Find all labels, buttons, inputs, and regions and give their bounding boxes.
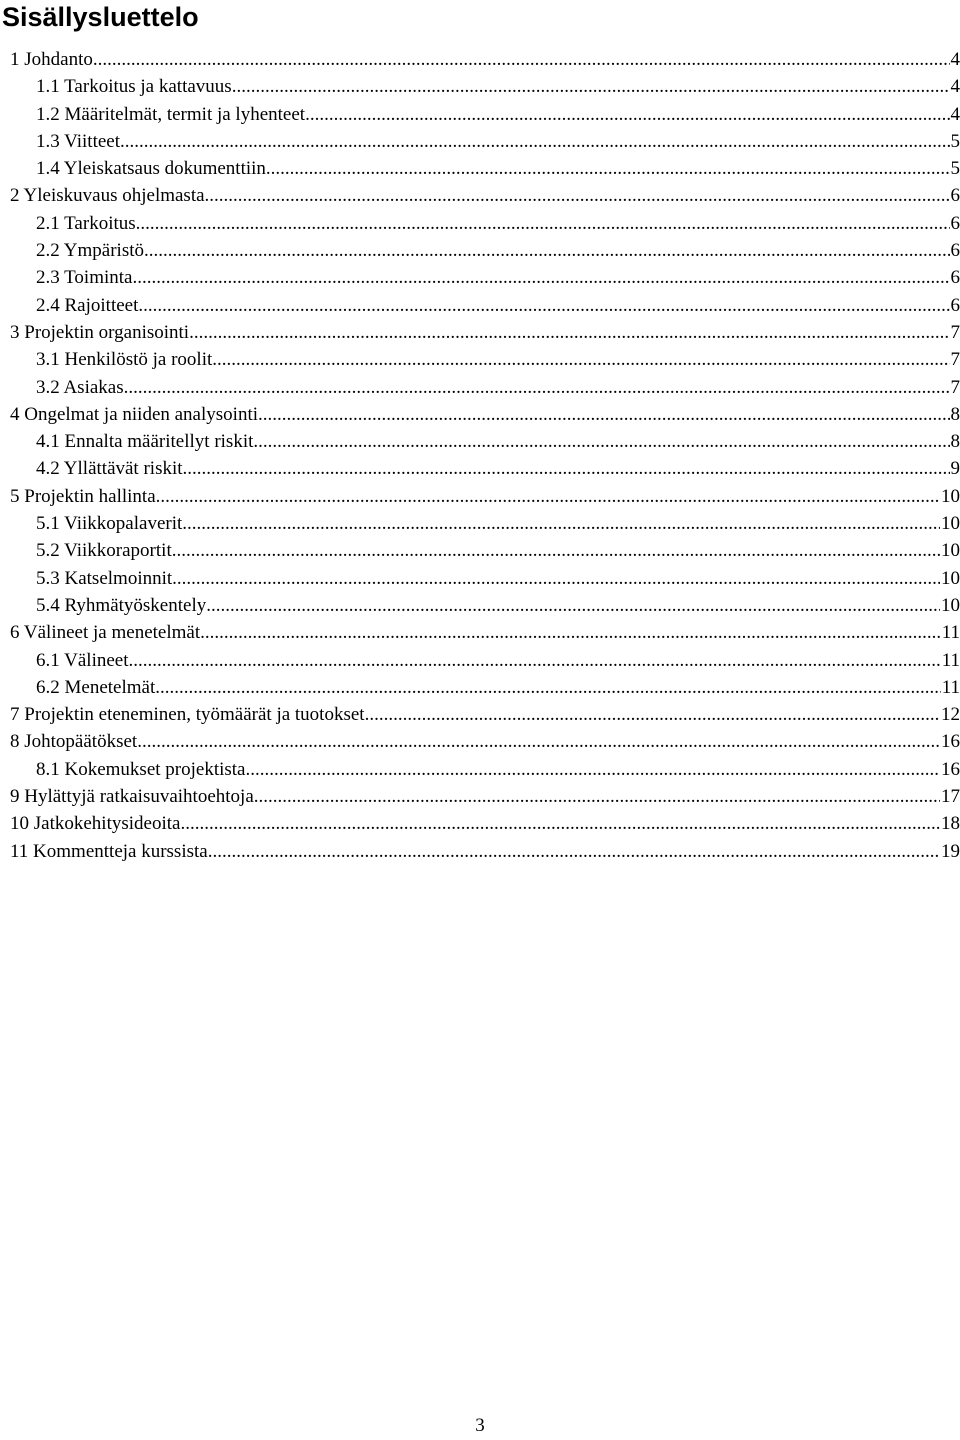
toc-entry-page: 6: [950, 185, 960, 207]
toc-entry-title: 6.2 Menetelmät: [36, 676, 156, 698]
dot-leader: [208, 838, 940, 865]
toc-entry[interactable]: [10, 647, 960, 674]
toc-entry-title: 9 Hylättyjä ratkaisuvaihtoehtoja: [10, 786, 254, 808]
toc-entry-title: 4 Ongelmat ja niiden analysointi: [10, 403, 259, 425]
toc-entry-page: 18: [941, 813, 960, 835]
toc-entry[interactable]: [10, 565, 960, 592]
dot-leader: [212, 346, 949, 373]
dot-leader: [136, 210, 950, 237]
toc-entry-title: 3 Projektin organisointi: [10, 321, 190, 343]
toc-entry[interactable]: [10, 155, 960, 182]
toc-entry[interactable]: [10, 128, 960, 155]
dot-leader: [365, 701, 940, 728]
toc-entry-page: 7: [950, 376, 960, 398]
toc-entry[interactable]: [10, 210, 960, 237]
toc-entry[interactable]: [10, 182, 960, 209]
toc-entry-title: 6.1 Välineet: [36, 649, 129, 671]
toc-entry-title: 1.1 Tarkoitus ja kattavuus: [36, 76, 232, 98]
toc-entry[interactable]: [10, 756, 960, 783]
toc-entry[interactable]: [10, 838, 960, 865]
toc-entry-title: 5.2 Viikkoraportit: [36, 540, 172, 562]
toc-title: Sisällysluettelo: [2, 2, 199, 32]
toc-entry-page: 11: [941, 622, 960, 644]
toc-entry-title: 4.1 Ennalta määritellyt riskit: [36, 431, 254, 453]
dot-leader: [172, 565, 940, 592]
toc-entry-page: 5: [950, 130, 960, 152]
toc-entry-title: 4.2 Yllättävät riskit: [36, 458, 183, 480]
toc-entry-page: 10: [941, 513, 960, 535]
toc-entry-page: 12: [941, 704, 960, 726]
toc-entry[interactable]: [10, 73, 960, 100]
toc-entry[interactable]: [10, 292, 960, 319]
toc-entry-page: 7: [950, 321, 960, 343]
toc-entry[interactable]: [10, 374, 960, 401]
toc-entry[interactable]: [10, 619, 960, 646]
toc-entry[interactable]: [10, 401, 960, 428]
dot-leader: [189, 319, 949, 346]
dot-leader: [180, 810, 940, 837]
toc-entry-page: 6: [950, 294, 960, 316]
toc-entry[interactable]: [10, 810, 960, 837]
toc-entry-page: 10: [941, 485, 960, 507]
toc-entry-title: 10 Jatkokehitysideoita: [10, 813, 181, 835]
toc-entry-title: 2 Yleiskuvaus ohjelmasta: [10, 185, 205, 207]
toc-entry-title: 1.2 Määritelmät, termit ja lyhenteet: [36, 103, 306, 125]
toc-entry-page: 4: [950, 103, 960, 125]
dot-leader: [138, 292, 949, 319]
dot-leader: [172, 537, 940, 564]
dot-leader: [258, 401, 949, 428]
dot-leader: [200, 619, 941, 646]
toc-entry[interactable]: [10, 592, 960, 619]
toc-entry-page: 19: [941, 840, 960, 862]
toc-entry-page: 8: [950, 403, 960, 425]
dot-leader: [206, 592, 940, 619]
toc-entry-page: 11: [941, 676, 960, 698]
dot-leader: [132, 264, 949, 291]
dot-leader: [254, 783, 940, 810]
dot-leader: [253, 428, 949, 455]
toc-entry[interactable]: [10, 783, 960, 810]
table-of-contents: [10, 46, 960, 865]
toc-entry[interactable]: [10, 728, 960, 755]
dot-leader: [205, 182, 950, 209]
toc-entry-page: 9: [950, 458, 960, 480]
toc-entry-title: 2.4 Rajoitteet: [36, 294, 139, 316]
toc-entry-page: 17: [941, 786, 960, 808]
dot-leader: [155, 674, 940, 701]
toc-entry-page: 6: [950, 240, 960, 262]
dot-leader: [266, 155, 950, 182]
toc-entry-page: 16: [941, 731, 960, 753]
toc-entry-title: 7 Projektin eteneminen, työmäärät ja tuotokset: [10, 704, 365, 726]
toc-entry-title: 3.2 Asiakas: [36, 376, 124, 398]
toc-entry[interactable]: [10, 237, 960, 264]
page-number: 3: [475, 1415, 485, 1436]
dot-leader: [232, 73, 950, 100]
toc-entry-title: 2.3 Toiminta: [36, 267, 133, 289]
toc-entry-title: 1.3 Viitteet: [36, 130, 120, 152]
toc-entry[interactable]: [10, 46, 960, 73]
dot-leader: [182, 510, 940, 537]
toc-entry-page: 4: [950, 76, 960, 98]
toc-entry-page: 10: [941, 540, 960, 562]
dot-leader: [137, 728, 940, 755]
toc-entry-title: 2.2 Ympäristö: [36, 240, 145, 262]
toc-entry-title: 8 Johtopäätökset: [10, 731, 138, 753]
toc-entry-title: 1.4 Yleiskatsaus dokumenttiin: [36, 158, 266, 180]
toc-entry-page: 16: [941, 758, 960, 780]
toc-entry-page: 10: [941, 567, 960, 589]
toc-entry-page: 5: [950, 158, 960, 180]
toc-entry-title: 5.3 Katselmoinnit: [36, 567, 173, 589]
toc-entry-title: 11 Kommentteja kurssista: [10, 840, 208, 862]
toc-entry-page: 6: [950, 267, 960, 289]
toc-entry[interactable]: [10, 319, 960, 346]
toc-entry[interactable]: [10, 483, 960, 510]
toc-entry-title: 8.1 Kokemukset projektista: [36, 758, 246, 780]
dot-leader: [246, 756, 941, 783]
toc-entry-page: 7: [950, 349, 960, 371]
dot-leader: [129, 647, 941, 674]
toc-entry-title: 5 Projektin hallinta: [10, 485, 156, 507]
dot-leader: [93, 46, 950, 73]
dot-leader: [144, 237, 949, 264]
toc-entry-page: 8: [950, 431, 960, 453]
toc-entry[interactable]: [10, 101, 960, 128]
dot-leader: [156, 483, 940, 510]
toc-entry-title: 5.4 Ryhmätyöskentely: [36, 594, 207, 616]
toc-entry[interactable]: [10, 428, 960, 455]
toc-entry[interactable]: [10, 455, 960, 482]
dot-leader: [124, 374, 950, 401]
dot-leader: [120, 128, 950, 155]
toc-entry-page: 4: [950, 49, 960, 70]
toc-entry-title: 1 Johdanto: [10, 49, 93, 70]
toc-entry-page: 6: [950, 212, 960, 234]
toc-entry[interactable]: [10, 701, 960, 728]
toc-entry[interactable]: [10, 674, 960, 701]
toc-entry-page: 11: [941, 649, 960, 671]
toc-entry-page: 10: [941, 594, 960, 616]
toc-entry-title: 2.1 Tarkoitus: [36, 212, 136, 234]
toc-entry[interactable]: [10, 346, 960, 373]
toc-entry-title: 3.1 Henkilöstö ja roolit: [36, 349, 213, 371]
toc-entry[interactable]: [10, 537, 960, 564]
toc-entry-title: 5.1 Viikkopalaverit: [36, 513, 183, 535]
toc-entry-title: 6 Välineet ja menetelmät: [10, 622, 201, 644]
toc-entry[interactable]: [10, 510, 960, 537]
toc-entry[interactable]: [10, 264, 960, 291]
dot-leader: [183, 455, 950, 482]
dot-leader: [305, 101, 949, 128]
